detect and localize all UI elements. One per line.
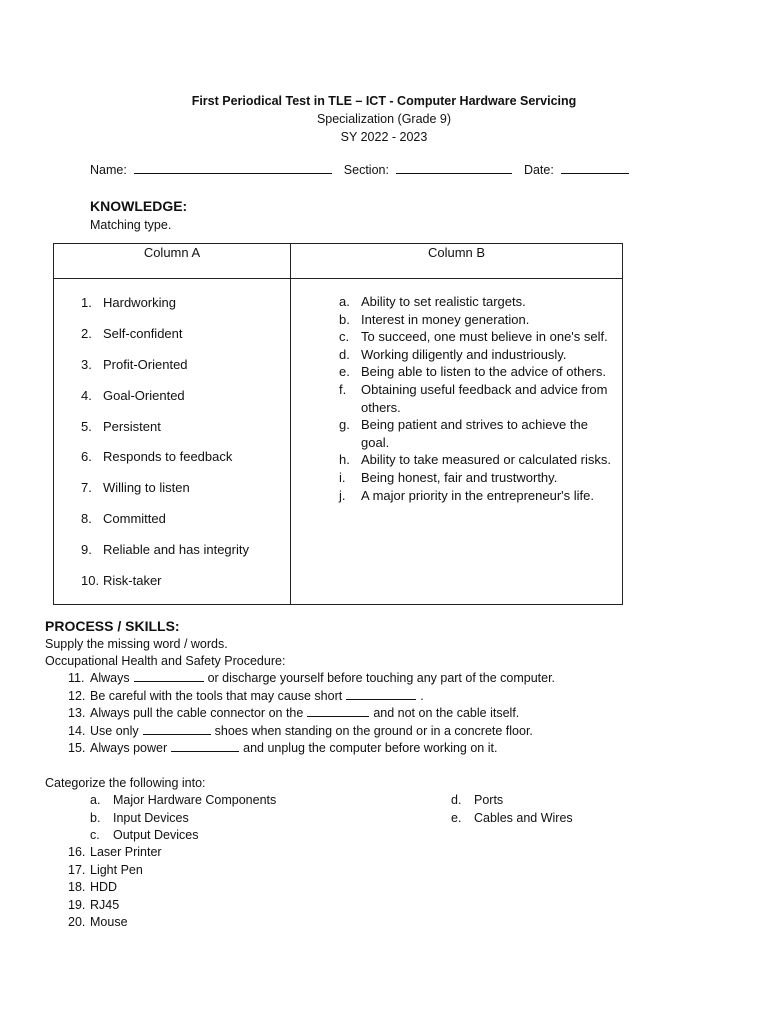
column-b-item [339,293,612,311]
category-letter: b. [90,810,101,825]
info-row [90,163,629,177]
knowledge-instruction: Matching type. [90,218,172,232]
column-a-cell [54,279,291,605]
item-letter: h. [339,452,350,468]
category-item [451,793,503,807]
item-letter: i. [339,469,346,485]
item-text: Committed [103,511,166,527]
item-text: Obtaining useful feedback and advice from others. [361,381,608,415]
item-text: Ability to set realistic targets. [361,294,526,309]
categorize-item [68,845,162,859]
item-text: Working diligently and industriously. [361,346,567,362]
item-text: HDD [90,880,118,894]
category-text: Cables and Wires [474,810,573,825]
item-text-after: and unplug the computer before working on it. [243,741,498,755]
category-item [451,811,573,825]
categorize-instruction: Categorize the following into: [45,776,206,790]
column-a-item [81,573,290,604]
item-text: To succeed, one must believe in one's self. [361,329,608,345]
answer-blank[interactable] [171,741,239,752]
answer-blank[interactable] [134,671,204,682]
item-text: Reliable and has integrity [103,542,249,558]
category-letter: c. [90,828,100,842]
column-b-item [339,381,612,416]
item-number: 8. [81,511,92,527]
column-a-item [81,449,290,480]
column-a-item [81,419,290,450]
column-b-cell [291,279,623,605]
answer-blank[interactable] [346,689,416,700]
school-year: SY 2022 - 2023 [340,130,428,144]
category-item [90,828,198,842]
answer-blank[interactable] [307,706,369,717]
column-a-item [81,480,290,511]
category-letter: a. [90,793,101,807]
item-number: 9. [81,542,92,558]
item-letter: d. [339,346,350,362]
item-number: 4. [81,387,92,403]
item-text-before: Use only [90,723,139,738]
item-number: 7. [81,480,92,496]
name-field[interactable] [134,163,332,174]
item-number: 10. [81,573,100,589]
item-text-before: Be careful with the tools that may cause short [90,688,343,703]
item-number: 5. [81,418,92,434]
item-letter: a. [339,294,350,309]
item-text: Being honest, fair and trustworthy. [361,469,558,485]
fill-in-item [68,689,424,703]
column-b-item [339,487,612,505]
item-letter: f. [339,381,347,397]
item-number: 1. [81,295,92,310]
fill-in-item [68,706,519,720]
item-number: 20. [68,915,86,929]
item-number: 3. [81,356,92,372]
item-text-after: . [420,688,424,703]
category-text: Input Devices [113,810,189,825]
categorize-item [68,898,119,912]
section-field[interactable] [396,163,512,174]
item-number: 18. [68,880,86,894]
item-text: Light Pen [90,862,143,877]
item-text-after: or discharge yourself before touching any part of the computer. [207,671,556,685]
fill-in-item [68,741,497,755]
item-text: Mouse [90,915,128,929]
column-b-item [339,311,612,329]
page-subtitle: Specialization (Grade 9) [316,112,452,126]
item-number: 17. [68,862,86,877]
item-text: Risk-taker [103,573,162,589]
item-number: 6. [81,449,92,465]
item-letter: b. [339,311,350,327]
item-number: 2. [81,325,92,341]
item-letter: g. [339,417,350,433]
item-text: Being able to listen to the advice of others. [361,364,606,380]
item-text: A major priority in the entrepreneur's life. [361,487,594,503]
item-text: Self-confident [103,325,183,341]
fill-in-item [68,724,533,738]
item-letter: e. [339,364,350,380]
column-a-header: Column A [54,244,291,279]
column-b-item [339,416,612,451]
ohs-subheading: Occupational Health and Safety Procedure: [45,654,286,668]
item-text: Profit-Oriented [103,356,188,372]
category-item [90,793,276,807]
column-b-item [339,328,612,346]
item-text: Goal-Oriented [103,387,185,403]
item-text: Hardworking [103,295,176,310]
item-text-before: Always [90,671,130,685]
column-a-item [81,388,290,419]
categorize-item [68,863,143,877]
item-text: Persistent [103,418,161,434]
item-number: 13. [68,706,86,720]
name-label: Name: [90,163,127,177]
matching-table [53,243,623,605]
column-b-item [339,469,612,487]
categorize-item [68,880,117,894]
column-a-list [54,279,290,604]
item-number: 19. [68,897,86,912]
column-a-item [81,511,290,542]
item-letter: c. [339,329,350,345]
item-text: Being patient and strives to achieve the goal. [361,417,588,450]
fill-in-item [68,671,555,685]
category-text: Ports [474,793,504,807]
item-text-before: Always pull the cable connector on the [90,706,304,720]
item-text: Responds to feedback [103,449,233,465]
column-b-list [291,279,622,504]
item-text: Laser Printer [90,845,162,859]
item-text: RJ45 [90,897,120,912]
section-label: Section: [343,163,389,177]
item-text-after: and not on the cable itself. [373,706,520,720]
item-text-before: Always power [90,741,168,755]
page-title: First Periodical Test in TLE – ICT - Computer Hardware Servicing [191,94,577,108]
categorize-item [68,915,128,929]
item-number: 14. [68,723,86,738]
column-b-item [339,363,612,381]
item-text-after: shoes when standing on the ground or in a concrete floor. [214,723,533,738]
date-field[interactable] [561,163,629,174]
item-number: 16. [68,845,86,859]
item-text: Ability to take measured or calculated risks. [361,452,611,468]
answer-blank[interactable] [143,724,211,735]
column-b-item [339,451,612,469]
item-text: Interest in money generation. [361,311,530,327]
date-label: Date: [523,163,554,177]
column-a-item [81,357,290,388]
item-text: Willing to listen [103,480,190,496]
column-a-item [81,295,290,326]
knowledge-heading: KNOWLEDGE: [90,198,188,214]
process-instruction: Supply the missing word / words. [45,637,228,651]
item-number: 15. [68,741,86,755]
column-a-item [81,542,290,573]
item-number: 12. [68,688,86,703]
item-number: 11. [68,671,85,685]
column-b-item [339,346,612,364]
process-heading: PROCESS / SKILLS: [45,618,180,634]
column-b-header: Column B [291,244,623,279]
category-item [90,811,189,825]
category-letter: e. [451,810,462,825]
column-a-item [81,326,290,357]
item-letter: j. [339,487,346,503]
category-text: Output Devices [113,828,199,842]
category-letter: d. [451,793,462,807]
category-text: Major Hardware Components [113,793,277,807]
